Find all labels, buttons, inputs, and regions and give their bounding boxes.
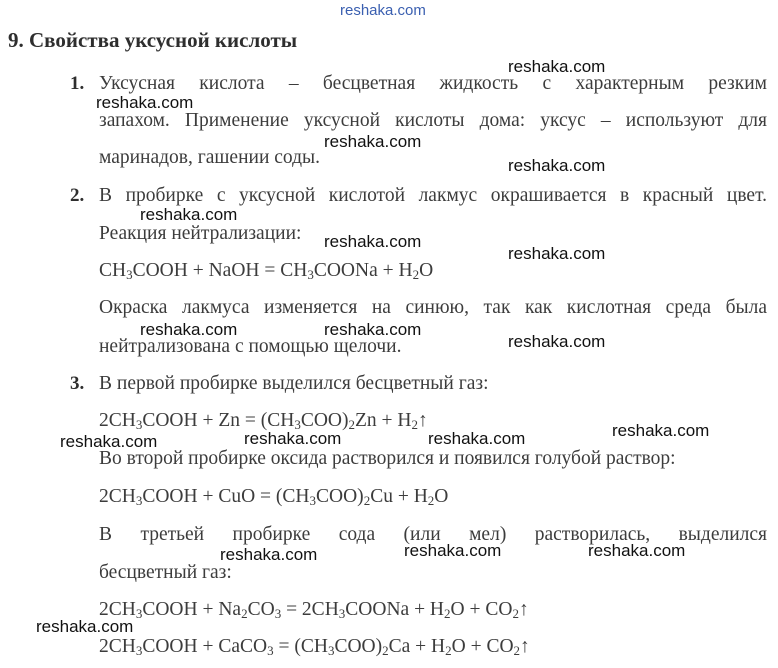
watermark: reshaka.com: [508, 156, 606, 175]
watermark: reshaka.com: [508, 332, 606, 351]
item-number-1: 1.: [70, 73, 85, 94]
watermark: reshaka.com: [140, 320, 238, 339]
watermark: reshaka.com: [508, 57, 606, 76]
item3-equation-1: $2CH_3COOH + Zn = (CH_3COO)_2Zn$ + $H_2↑$: [99, 410, 428, 432]
item-number-2: 2.: [70, 185, 85, 206]
watermark: reshaka.com: [428, 429, 526, 448]
item-number-3: 3.: [70, 373, 85, 394]
item3-line-1: В первой пробирке выделился бесцветный газ:: [99, 373, 489, 394]
watermark: reshaka.com: [220, 545, 318, 564]
watermark: reshaka.com: [508, 244, 606, 263]
watermark: reshaka.com: [140, 205, 238, 224]
watermark: reshaka.com: [404, 541, 502, 560]
item2-line-1: В пробирке с уксусной кислотой лакмус окрашивается в красный цвет.: [99, 185, 767, 206]
watermark: reshaka.com: [324, 132, 422, 151]
item3-equation-4: $2CH_3COOH$ + CaCO$_3$ = $(CH_3COO)_2Ca + H_2O$ + $CO_2↑$: [99, 636, 530, 658]
watermark: reshaka.com: [244, 429, 342, 448]
watermark-top: reshaka.com: [340, 2, 426, 19]
item3-equation-2: $2CH_3COOH$ + CuO = $(CH_3COO)_2Cu + H_2O$: [99, 486, 449, 508]
watermark: reshaka.com: [36, 617, 134, 636]
watermark: reshaka.com: [612, 421, 710, 440]
item3-equation-3: $2CH_3COOH + Na_2CO_3$ = $2CH_3COONa + H_2O$ + $CO_2↑$: [99, 599, 529, 621]
item2-equation: $CH_3COOH$ + NaOH = $CH_3COONa + H_2O$: [99, 260, 434, 282]
item2-line-2: Реакция нейтрализации:: [99, 223, 302, 244]
item3-line-4: бесцветный газ:: [99, 562, 232, 583]
watermark: reshaka.com: [96, 93, 194, 112]
item1-line-2: запахом. Применение уксусной кислоты дома: уксус – используют для: [99, 110, 767, 131]
section-heading: 9. Свойства уксусной кислоты: [8, 28, 298, 52]
item2-line-3: Окраска лакмуса изменяется на синюю, так как кислотная среда была: [99, 297, 767, 318]
item3-line-3: В третьей пробирке сода (или мел) растворилась, выделился: [99, 524, 767, 545]
watermark: reshaka.com: [324, 320, 422, 339]
item1-line-1: Уксусная кислота – бесцветная жидкость с характерным резким: [99, 73, 767, 94]
watermark: reshaka.com: [324, 232, 422, 251]
item1-line-3: маринадов, гашении соды.: [99, 147, 321, 168]
item2-line-4: нейтрализована с помощью щелочи.: [99, 336, 402, 357]
watermark: reshaka.com: [60, 432, 158, 451]
item3-line-2: Во второй пробирке оксида растворился и появился голубой раствор:: [99, 448, 676, 469]
watermark: reshaka.com: [588, 541, 686, 560]
